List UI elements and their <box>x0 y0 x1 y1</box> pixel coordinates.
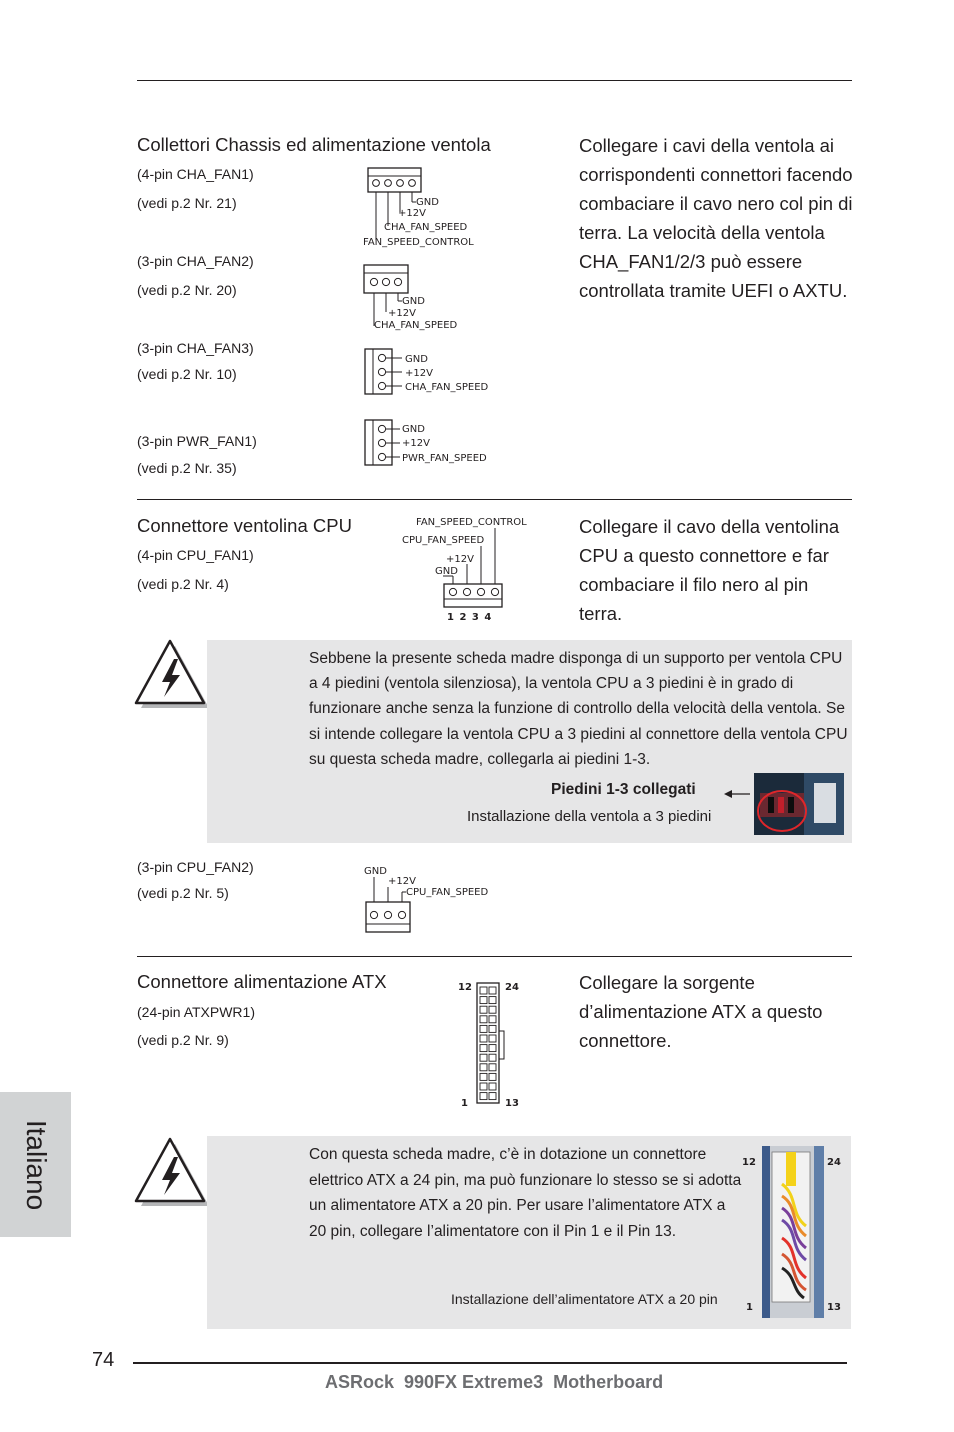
atx-24pin-diagram <box>452 976 532 1112</box>
footer-product: ASRock 990FX Extreme3 Motherboard <box>325 1372 664 1392</box>
label-cpu-fan-speed: CPU_FAN_SPEED <box>406 887 489 898</box>
label-24: 24 <box>827 1157 841 1168</box>
atx-pin-cell <box>480 1073 487 1080</box>
atx-pin: (24-pin ATXPWR1) <box>137 1004 255 1020</box>
atx-pin-cell <box>480 997 487 1004</box>
label-13: 13 <box>505 1098 519 1109</box>
top-rule <box>137 80 852 81</box>
atx-pin-cell <box>489 987 496 994</box>
cha-fan3-diagram <box>362 346 502 398</box>
label-1: 1 <box>461 1098 468 1109</box>
cha-fan2-diagram <box>360 262 480 334</box>
atx-pin-cell <box>480 1054 487 1061</box>
atx-pin-cell <box>489 997 496 1004</box>
section-divider <box>137 499 852 500</box>
warning-icon <box>134 1135 210 1207</box>
label-12: 12 <box>458 982 472 993</box>
cha-fan2-ref: (vedi p.2 Nr. 20) <box>137 282 237 298</box>
label-12v: +12V <box>405 368 433 379</box>
label-1: 1 <box>746 1302 753 1313</box>
atx-pin-cell <box>489 1093 496 1100</box>
cpu-fan1-ref: (vedi p.2 Nr. 4) <box>137 576 229 592</box>
label-pwr-fan-speed: PWR_FAN_SPEED <box>402 453 487 464</box>
cpu-fan-note-text: Sebbene la presente scheda madre disponga di un supporto per ventola CPU a 4 piedini (ventola silenziosa), la ventola CPU a 3 piedini è in grado di funzionare anche senza la funzione di controllo della velocità della ventola. Se si intende collegare la ventola CPU a 3 piedini al connettore della ventola CPU su questa scheda madre, collegarla ai piedini 1-3. <box>309 650 848 768</box>
cha-fan1-pin: (4-pin CHA_FAN1) <box>137 166 254 182</box>
language-tab <box>0 1092 71 1237</box>
label-cha-fan-speed: CHA_FAN_SPEED <box>384 222 468 233</box>
cpu-fan-note-caption: Installazione della ventola a 3 piedini <box>467 808 712 825</box>
atx-pin-cell <box>480 1045 487 1052</box>
pins-connected-label: Piedini 1-3 collegati <box>551 781 696 798</box>
three-pin-fan-photo <box>754 773 844 835</box>
language-label: Italiano <box>20 1119 52 1210</box>
atx-20pin-photo <box>738 1144 846 1320</box>
label-13: 13 <box>827 1302 841 1313</box>
atx-pin-cell <box>489 1083 496 1090</box>
label-12: 12 <box>742 1157 756 1168</box>
atx-note-text: Con questa scheda madre, c’è in dotazione un connettore elettrico ATX a 24 pin, ma può funzionare lo stesso se si adotta un alimentatore ATX a 20 pin. Per usare l’alimentatore ATX a 20 pin, collegare l’alimentatore con il Pin 1 e il Pin 13. <box>309 1146 742 1240</box>
chassis-fan-title: Collettori Chassis ed alimentazione ventola <box>137 134 491 155</box>
atx-pin-cell <box>489 1035 496 1042</box>
label-12v: +12V <box>388 308 416 319</box>
label-cpu-fan-speed: CPU_FAN_SPEED <box>402 535 485 546</box>
label-fan-speed-control: FAN_SPEED_CONTROL <box>363 237 474 248</box>
label-cha-fan-speed: CHA_FAN_SPEED <box>374 320 458 331</box>
cpu-fan-description: Collegare il cavo della ventolina CPU a questo connettore e far combaciare il filo nero al pin terra. <box>579 516 840 624</box>
section-divider <box>137 956 852 957</box>
cpu-fan1-pin: (4-pin CPU_FAN1) <box>137 547 254 563</box>
label-fan-speed-control: FAN_SPEED_CONTROL <box>416 517 527 528</box>
label-gnd: GND <box>405 354 428 365</box>
atx-pin-cell <box>480 1016 487 1023</box>
label-gnd: GND <box>402 424 425 435</box>
atx-pin-cell <box>480 987 487 994</box>
atx-description: Collegare la sorgente d’alimentazione ATX a questo connettore. <box>579 972 823 1051</box>
label-cha-fan-speed: CHA_FAN_SPEED <box>405 382 489 393</box>
cpu-fan-title: Connettore ventolina CPU <box>137 515 352 536</box>
cpu-fan1-diagram <box>398 512 543 624</box>
cha-fan3-pin: (3-pin CHA_FAN3) <box>137 340 254 356</box>
cpu-fan2-pin: (3-pin CPU_FAN2) <box>137 859 254 875</box>
label-gnd: GND <box>416 197 439 208</box>
atx-pin-cell <box>480 1035 487 1042</box>
page-number: 74 <box>92 1349 115 1371</box>
label-12v: +12V <box>388 876 416 887</box>
label-12v: +12V <box>402 438 430 449</box>
label-gnd: GND <box>435 566 458 577</box>
atx-ref: (vedi p.2 Nr. 9) <box>137 1032 229 1048</box>
label-gnd: GND <box>402 296 425 307</box>
label-24: 24 <box>505 982 519 993</box>
atx-pin-cell <box>489 1016 496 1023</box>
atx-pin-cell <box>489 1064 496 1071</box>
atx-pin-cell <box>480 1064 487 1071</box>
atx-pin-cell <box>489 1006 496 1013</box>
pwr-fan1-diagram <box>362 417 502 469</box>
atx-pin-cell <box>480 1083 487 1090</box>
atx-title: Connettore alimentazione ATX <box>137 971 387 992</box>
arrow-left-icon <box>722 787 752 801</box>
atx-pin-cell <box>489 1045 496 1052</box>
footer-rule <box>133 1362 847 1364</box>
pwr-fan1-ref: (vedi p.2 Nr. 35) <box>137 460 237 476</box>
cha-fan3-ref: (vedi p.2 Nr. 10) <box>137 366 237 382</box>
warning-icon <box>134 637 210 709</box>
atx-pin-cell <box>489 1025 496 1032</box>
label-12v: +12V <box>398 208 426 219</box>
cpu-fan2-diagram <box>360 861 500 937</box>
atx-pin-cell <box>480 1025 487 1032</box>
pwr-fan1-pin: (3-pin PWR_FAN1) <box>137 433 257 449</box>
atx-pin-cell <box>480 1093 487 1100</box>
cpu-fan2-ref: (vedi p.2 Nr. 5) <box>137 885 229 901</box>
atx-pin-cell <box>480 1006 487 1013</box>
label-12v: +12V <box>446 554 474 565</box>
atx-note-caption: Installazione dell’alimentatore ATX a 20 pin <box>451 1291 718 1307</box>
atx-pin-cell <box>489 1054 496 1061</box>
chassis-fan-description: Collegare i cavi della ventola ai corrispondenti connettori facendo combaciare il cavo nero col pin di terra. La velocità della ventola CHA_FAN1/2/3 può essere controllata tramite UEFI o AXTU. <box>579 135 853 301</box>
cha-fan1-diagram <box>360 164 480 250</box>
atx-pin-cell <box>489 1073 496 1080</box>
label-gnd: GND <box>364 866 387 877</box>
label-pins: 1 2 3 4 <box>447 612 493 623</box>
cha-fan2-pin: (3-pin CHA_FAN2) <box>137 253 254 269</box>
cha-fan1-ref: (vedi p.2 Nr. 21) <box>137 195 237 211</box>
